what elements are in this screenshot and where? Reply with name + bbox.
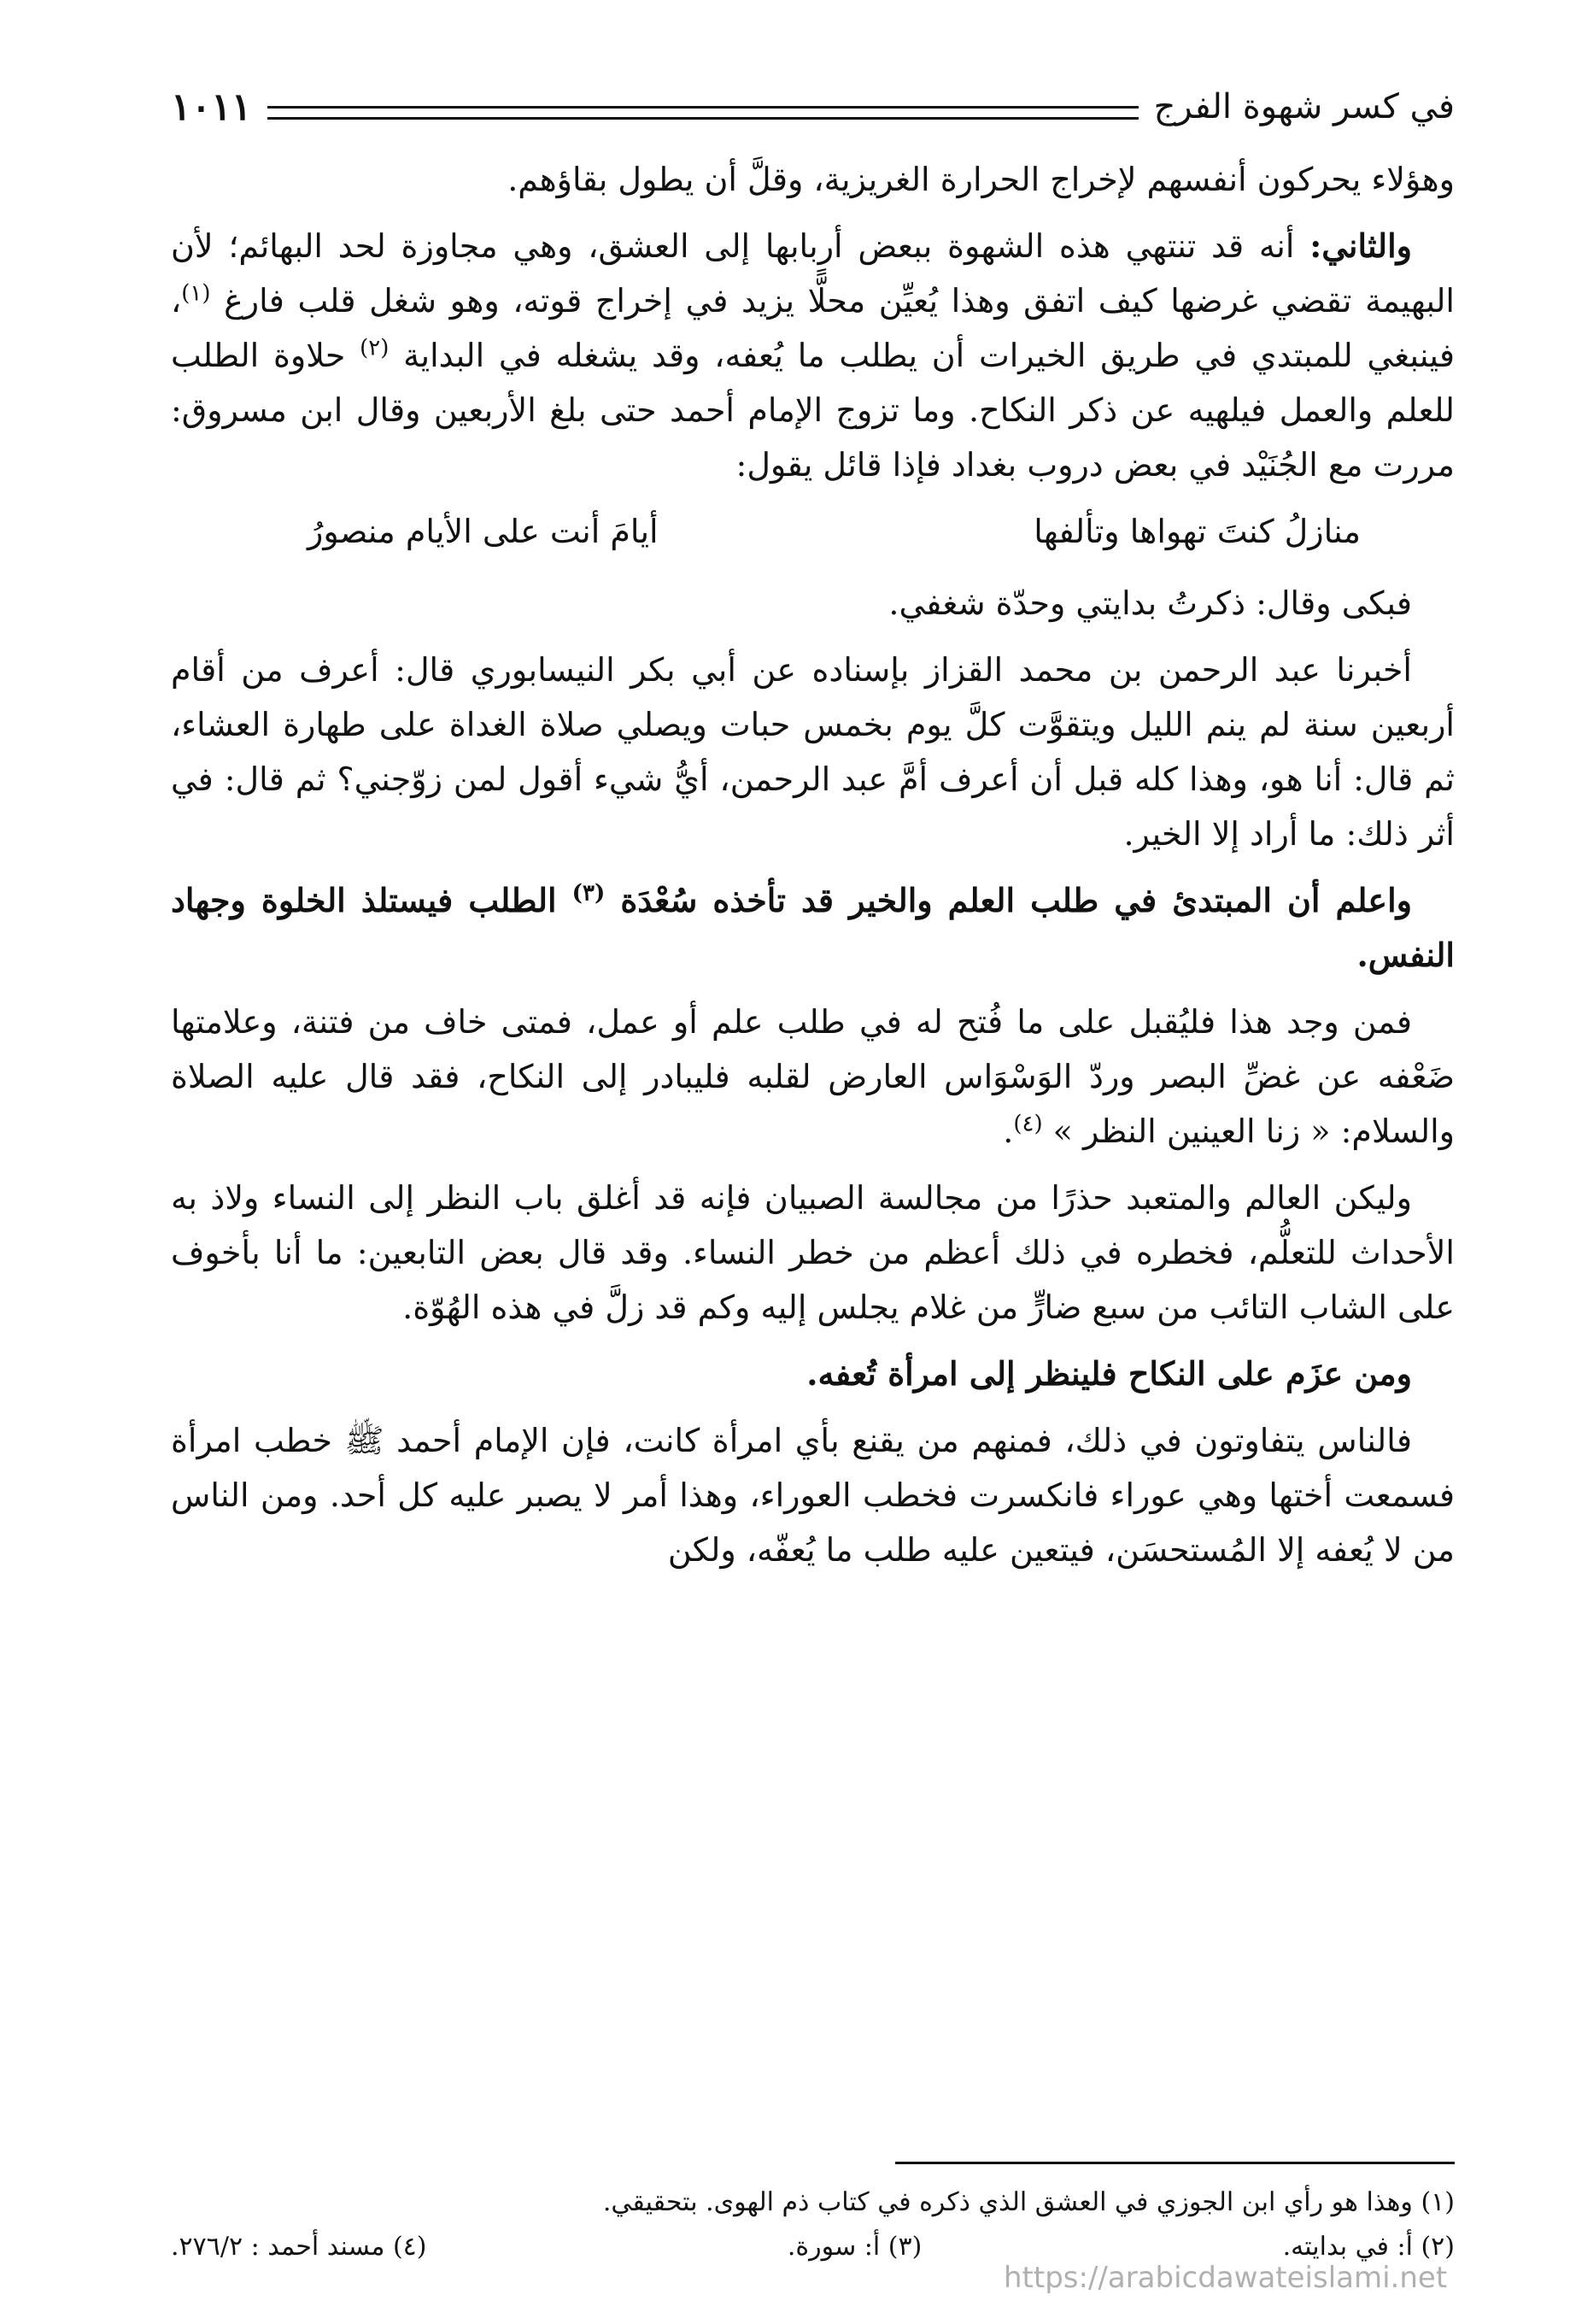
paragraph-2-text-c: حلاوة الطلب للعلم والعمل فيلهيه عن ذكر النكاح. وما تزوج الإمام أحمد حتى بلغ الأربعين وقال ابن مسروق: مررت مع الجُنَيْد في بعض دروب بغداد فإذا قائل يقول: — [171, 337, 1456, 484]
paragraph-3: فبكى وقال: ذكرتُ بدايتي وحدّة شغفي. — [888, 584, 1412, 622]
poetry-verse — [171, 504, 1455, 559]
paragraph-2-text-a: أنه قد تنتهي هذه الشهوة ببعض أربابها إلى العشق، وهي مجاوزة لحد البهائم؛ لأن البهيمة تقضي غرضها كيف اتفق وهذا يُعيِّن محلًّا يزيد في إخراج قوته، وهو شغل قلب فارغ — [171, 227, 1455, 320]
footnote-3: (٣) أ: سورة. — [787, 2232, 923, 2262]
footnote-2: (٢) أ: في بدايته. — [1282, 2232, 1455, 2262]
footnote-ref-4[interactable]: (٤) — [1013, 1111, 1043, 1137]
verse-first-hemistich: منازلُ كنتَ تهواها وتألفها — [1034, 513, 1361, 550]
paragraph-2-lead: والثاني: — [1309, 226, 1412, 265]
paragraph-5-text-a: واعلم أن المبتدئ في طلب العلم والخير قد تأخذه سُعْدَة — [605, 881, 1412, 919]
paragraph-4: أخبرنا عبد الرحمن بن محمد القزاز بإسناده عن أبي بكر النيسابوري قال: أعرف من أقام أربعين سنة لم ينم الليل ويتقوَّت كلَّ يوم بخمس حبات ويصلي صلاة الغداة على طهارة العشاء، ثم قال: أنا هو، وهذا كله قبل أن أعرف أمَّ عبد الرحمن، أيُّ شيء أقول لمن زوّجني؟ ثم قال: في أثر ذلك: ما أراد إلا الخير. — [171, 651, 1455, 853]
body-text — [171, 152, 1455, 1589]
paragraph-1: وهؤلاء يحركون أنفسهم لإخراج الحرارة الغريزية، وقلَّ أن يطول بقاؤهم. — [507, 161, 1455, 198]
source-watermark: https://arabicdawateislami.net — [1004, 2261, 1448, 2295]
paragraph-6 — [171, 995, 1455, 1159]
paragraph-6-text-b: . — [1003, 1112, 1014, 1150]
footnote-4: (٤) مسند أحمد : ٢٧٦/٢. — [171, 2232, 427, 2262]
footnote-ref-2[interactable]: (٢) — [360, 335, 390, 361]
header-rule — [267, 106, 1139, 120]
document-page — [171, 77, 1455, 2324]
paragraph-8: ومن عزَم على النكاح فلينظر إلى امرأة تُعفه. — [806, 1354, 1412, 1393]
paragraph-5-text-b: الطلب فيستلذ الخلوة وجهاد النفس. — [171, 881, 1455, 974]
page-number: ١٠١١ — [171, 85, 252, 129]
footnote-1: (١) وهذا هو رأي ابن الجوزي في العشق الذي ذكره في كتاب ذم الهوى. بتحقيقي. — [602, 2187, 1455, 2217]
verse-second-hemistich: أيامَ أنت على الأيام منصورُ — [308, 513, 659, 550]
paragraph-7: وليكن العالم والمتعبد حذرًا من مجالسة الصبيان فإنه قد أغلق باب النظر إلى النساء ولاذ به الأحداث للتعلُّم، فخطره في ذلك أعظم من خطر النساء. وقد قال بعض التابعين: ما أنا بأخوف على الشاب التائب من سبع ضارٍّ من غلام يجلس إليه وكم قد زلَّ في هذه الهُوّة. — [171, 1179, 1455, 1326]
paragraph-9: فالناس يتفاوتون في ذلك، فمنهم من يقنع بأي امرأة كانت، فإن الإمام أحمد ﷺ خطب امرأة فسمعت أختها وهي عوراء فانكسرت فخطب العوراء، وهذا أمر لا يصبر عليه كل أحد. ومن الناس من لا يُعفه إلا المُستحسَن، فيتعين عليه طلب ما يُعفّه، ولكن — [171, 1422, 1455, 1569]
paragraph-2-text-b: ، فينبغي للمبتدي في طريق الخيرات أن يطلب ما يُعفه، وقد يشغله في البداية — [171, 282, 1455, 374]
footnote-ref-1[interactable]: (١) — [181, 280, 211, 307]
running-header — [171, 77, 1455, 137]
footnote-separator — [895, 2162, 1455, 2164]
paragraph-5 — [171, 873, 1455, 983]
footnote-ref-3[interactable]: (٣) — [571, 880, 606, 907]
paragraph-6-text-a: فمن وجد هذا فليُقبل على ما فُتح له في طلب علم أو عمل، فمتى خاف من فتنة، وعلامتها ضَعْفه عن غضِّ البصر وردّ الوَسْوَاس العارض لقلبه فليبادر إلى النكاح، فقد قال عليه الصلاة والسلام: « زنا العينين النظر » — [171, 1003, 1455, 1150]
footnotes — [171, 2180, 1455, 2269]
running-title: في كسر شهوة الفرج — [1153, 87, 1455, 126]
footnote-line-1 — [171, 2180, 1455, 2225]
paragraph-2 — [171, 219, 1455, 492]
